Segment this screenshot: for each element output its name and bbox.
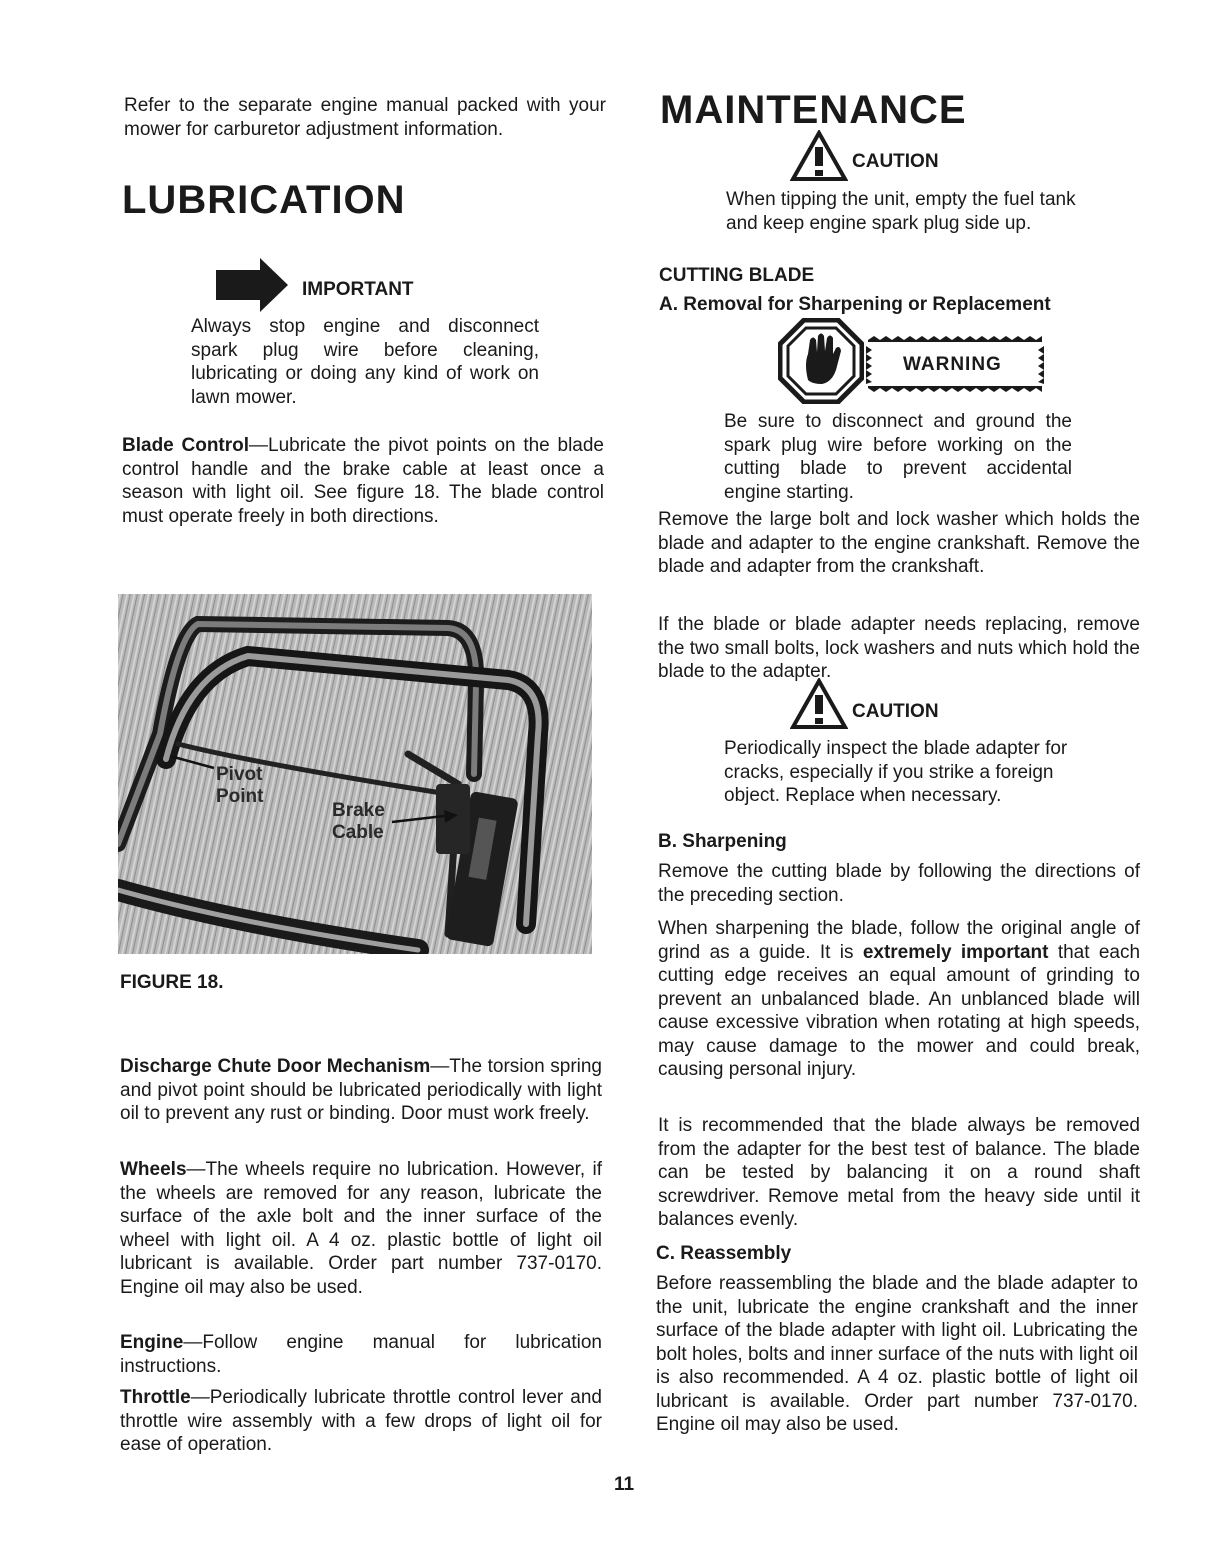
engine-term: Engine: [120, 1332, 184, 1353]
discharge-paragraph: Discharge Chute Door Mechanism—The torsion spring and pivot point should be lubricated periodically with light oil to prevent any rust or binding. Door must work freely.: [120, 1056, 603, 1124]
caution-label-2: CAUTION: [852, 701, 939, 722]
blade-control-text: Lubricate the pivot points on the blade control handle and the brake cable at least once a season with light oil. See figure 18. The blade control must operate freely in both directions.: [122, 435, 604, 527]
caution-text-2: Periodically inspect the blade adapter for cracks, especially if you strike a foreign object. Replace when necessary.: [724, 738, 1068, 806]
stop-hand-icon: [778, 318, 864, 404]
caution-label-1: CAUTION: [852, 151, 939, 172]
throttle-text: Periodically lubricate throttle control lever and throttle wire assembly with a few drops of light oil for ease of operation.: [120, 1387, 602, 1455]
caution-triangle-icon: [790, 678, 848, 730]
reassembly-paragraph: Before reassembling the blade and the blade adapter to the unit, lubricate the engine crankshaft and the inner surface of the blade adapter with light oil. Lubricating the bolt holes, bolts and inner surface of the nuts with light oil is also recommended. A 4 oz. plastic bottle of light oil lubricant is available. Order part number 737-0170. Engine oil may also be used.: [656, 1273, 1138, 1435]
removal-paragraph-1: Remove the large bolt and lock washer which holds the blade and adapter to the engine crankshaft. Remove the blade and adapter from the crankshaft.: [658, 509, 1140, 577]
wheels-text: The wheels require no lubrication. However, if the wheels are removed for any reason, lubricate the surface of the axle bolt and the inner surface of the wheel with light oil. A 4 oz. plastic bottle of light oil lubricant is available. Order part number 737-0170. Engine oil may also be used.: [120, 1159, 602, 1298]
caution-triangle-icon: [790, 130, 848, 182]
removal-paragraph-2: If the blade or blade adapter needs replacing, remove the two small bolts, lock washers and nuts which hold the blade to the adapter.: [658, 614, 1140, 682]
figure-caption: FIGURE 18.: [120, 972, 224, 993]
throttle-paragraph: Throttle—Periodically lubricate throttle control lever and throttle wire assembly with a few drops of light oil for ease of operation.: [120, 1387, 602, 1455]
blade-control-paragraph: Blade Control—Lubricate the pivot points on the blade control handle and the brake cable at least once a season with light oil. See figure 18. The blade control must operate freely in both directions.: [122, 435, 604, 527]
wheels-term: Wheels: [120, 1159, 187, 1180]
figure-18-photo: [118, 594, 592, 954]
sharpening-paragraph-1: Remove the cutting blade by following the directions of the preceding section.: [658, 861, 1140, 906]
caution-text-1: When tipping the unit, empty the fuel tank and keep engine spark plug side up.: [726, 189, 1076, 234]
important-label: IMPORTANT: [302, 279, 414, 300]
maintenance-heading: MAINTENANCE: [660, 88, 967, 132]
brake-cable-label: Brake Cable: [332, 800, 385, 843]
section-a-heading: A. Removal for Sharpening or Replacement: [659, 294, 1051, 315]
throttle-term: Throttle: [120, 1387, 191, 1408]
lubrication-heading: LUBRICATION: [122, 178, 406, 222]
discharge-text: The torsion spring and pivot point should be lubricated periodically with light oil to prevent any rust or binding. Door must work freely.: [120, 1056, 603, 1124]
section-c-heading: C. Reassembly: [656, 1243, 792, 1264]
wheels-paragraph: Wheels—The wheels require no lubrication. However, if the wheels are removed for any reason, lubricate the surface of the axle bolt and the inner surface of the wheel with light oil. A 4 oz. plastic bottle of light oil lubricant is available. Order part number 737-0170. Engine oil may also be used.: [120, 1159, 602, 1298]
intro-paragraph: Refer to the separate engine manual packed with your mower for carburetor adjustment information.: [124, 95, 606, 140]
extremely-important-emphasis: extremely important: [862, 941, 1049, 963]
arrow-right-icon: [214, 258, 290, 312]
blade-control-term: Blade Control: [122, 435, 250, 456]
page-number: 11: [614, 1474, 635, 1495]
important-text: Always stop engine and disconnect spark plug wire before cleaning, lubricating or doing any kind of work on lawn mower.: [191, 316, 539, 408]
warning-text: Be sure to disconnect and ground the spark plug wire before working on the cutting blade to prevent accidental engine starting.: [724, 411, 1072, 503]
sharpening-paragraph-3: It is recommended that the blade always be removed from the adapter for the best test of balance. The blade can be tested by balancing it on a round shaft screwdriver. Remove metal from the heavy side until it balances evenly.: [658, 1115, 1140, 1230]
sharpening-paragraph-2: When sharpening the blade, follow the original angle of grind as a guide. It is extremely important that each cutting edge receives an equal amount of grinding to prevent an unbalanced blade. An unblanced blade will cause excessive vibration when rotating at high speeds, may cause damage to the mower and could break, causing personal injury.: [658, 918, 1141, 1080]
pivot-point-label: Pivot Point: [216, 764, 264, 807]
warning-label: WARNING: [903, 354, 1002, 375]
cutting-blade-heading: CUTTING BLADE: [659, 265, 815, 286]
engine-paragraph: Engine—Follow engine manual for lubrication instructions.: [120, 1332, 602, 1377]
discharge-term: Discharge Chute Door Mechanism: [120, 1056, 431, 1077]
section-b-heading: B. Sharpening: [658, 831, 787, 852]
engine-text: Follow engine manual for lubrication instructions.: [120, 1332, 602, 1377]
